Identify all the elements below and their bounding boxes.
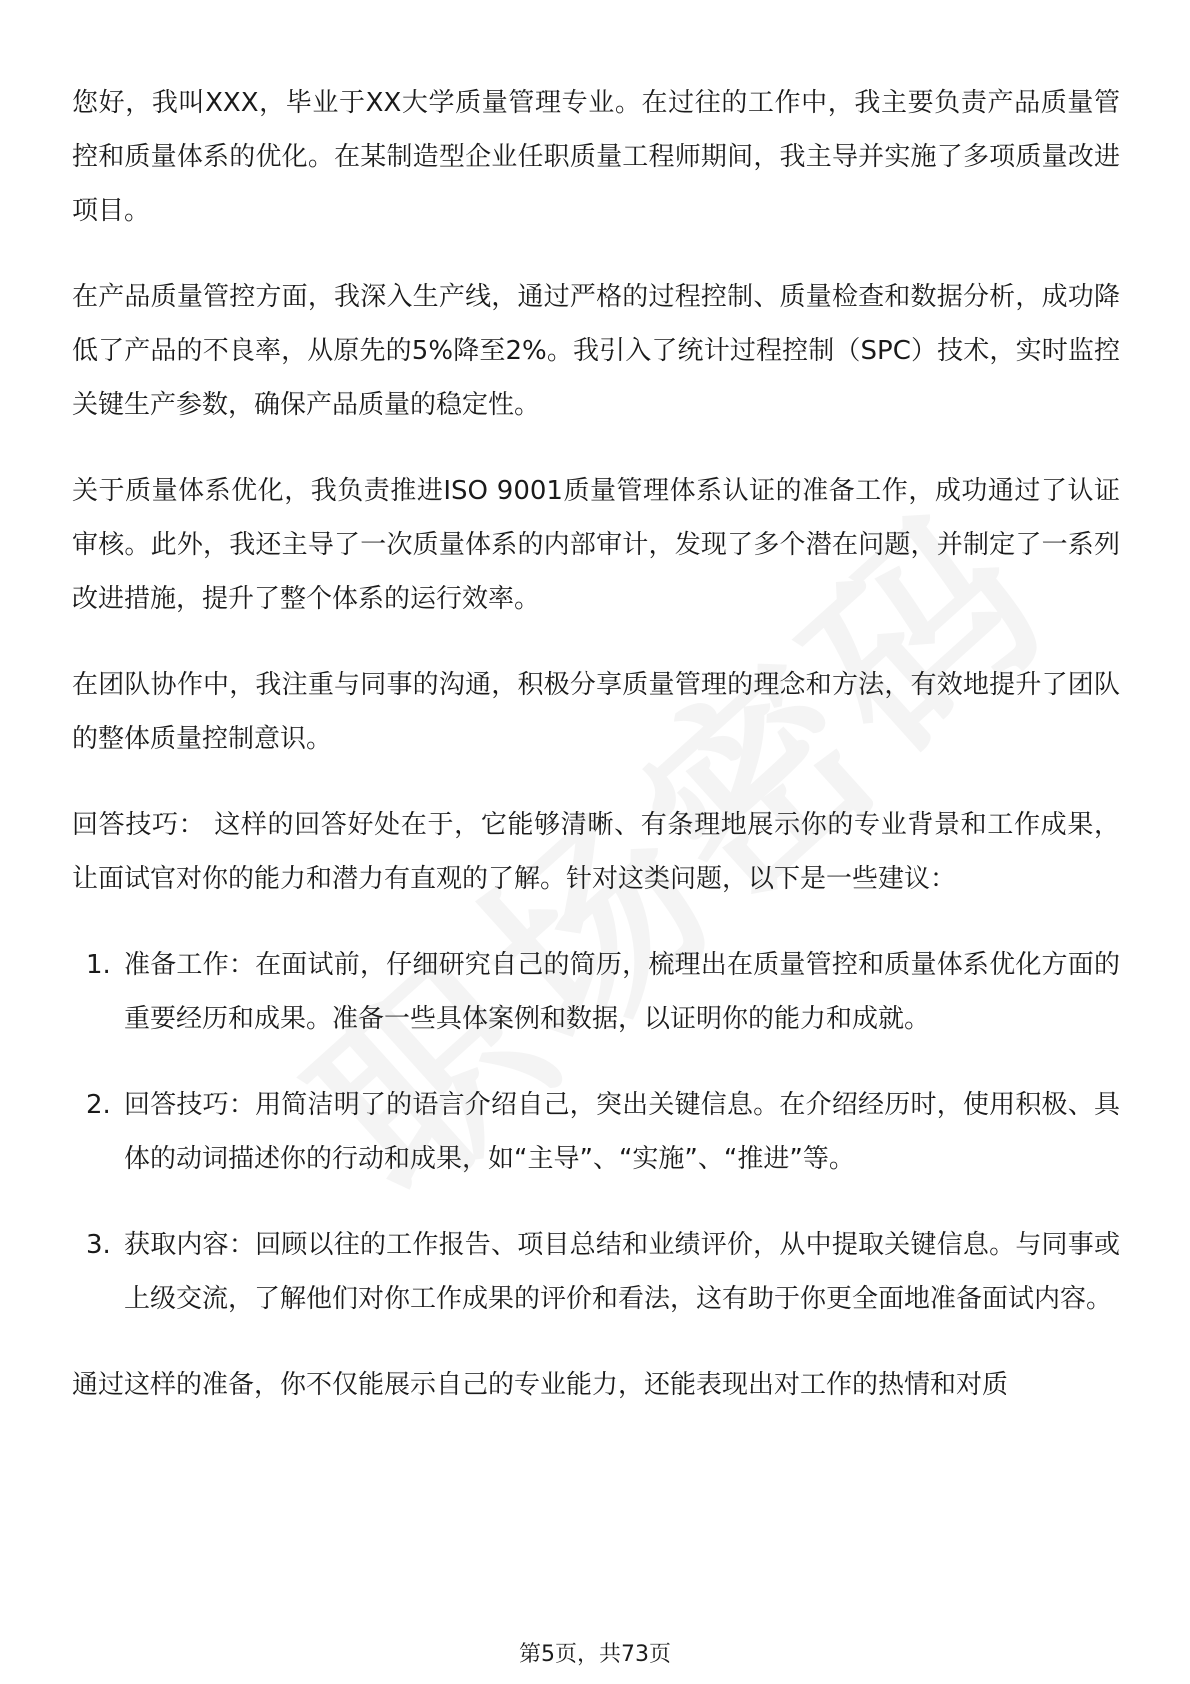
list-item-text: 回答技巧：用简洁明了的语言介绍自己，突出关键信息。在介绍经历时，使用积极、具体的动词描述你的行动和成果，如“主导”、“实施”、“推进”等。 — [124, 1090, 1120, 1174]
list-item-text: 准备工作：在面试前，仔细研究自己的简历，梳理出在质量管控和质量体系优化方面的重要经历和成果。准备一些具体案例和数据，以证明你的能力和成就。 — [124, 950, 1120, 1034]
list-number: 2. — [86, 1090, 111, 1120]
tips-list — [72, 938, 1120, 1326]
answer-tips-paragraph: 回答技巧： 这样的回答好处在于，它能够清晰、有条理地展示你的专业背景和工作成果，让面试官对你的能力和潜力有直观的了解。针对这类问题，以下是一些建议： — [72, 810, 1120, 894]
list-number: 1. — [86, 950, 111, 980]
intro-paragraph: 您好，我叫XXX，毕业于XX大学质量管理专业。在过往的工作中，我主要负责产品质量管控和质量体系的优化。在某制造型企业任职质量工程师期间，我主导并实施了多项质量改进项目。 — [72, 88, 1120, 226]
quality-control-paragraph: 在产品质量管控方面，我深入生产线，通过严格的过程控制、质量检查和数据分析，成功降低了产品的不良率，从原先的5%降至2%。我引入了统计过程控制（SPC）技术，实时监控关键生产参数，确保产品质量的稳定性。 — [72, 282, 1120, 420]
list-number: 3. — [86, 1230, 111, 1260]
quality-system-paragraph: 关于质量体系优化，我负责推进ISO 9001质量管理体系认证的准备工作，成功通过了认证审核。此外，我还主导了一次质量体系的内部审计，发现了多个潜在问题，并制定了一系列改进措施，提升了整个体系的运行效率。 — [72, 476, 1120, 614]
teamwork-paragraph: 在团队协作中，我注重与同事的沟通，积极分享质量管理的理念和方法，有效地提升了团队的整体质量控制意识。 — [72, 670, 1120, 754]
page-number: 第5页，共73页 — [519, 1642, 671, 1667]
document-body — [72, 76, 1120, 1444]
list-item — [72, 1218, 1120, 1326]
list-item — [72, 1078, 1120, 1186]
closing-paragraph: 通过这样的准备，你不仅能展示自己的专业能力，还能表现出对工作的热情和对质 — [72, 1370, 1009, 1400]
list-item — [72, 938, 1120, 1046]
list-item-text: 获取内容：回顾以往的工作报告、项目总结和业绩评价，从中提取关键信息。与同事或上级交流，了解他们对你工作成果的评价和看法，这有助于你更全面地准备面试内容。 — [124, 1230, 1120, 1314]
